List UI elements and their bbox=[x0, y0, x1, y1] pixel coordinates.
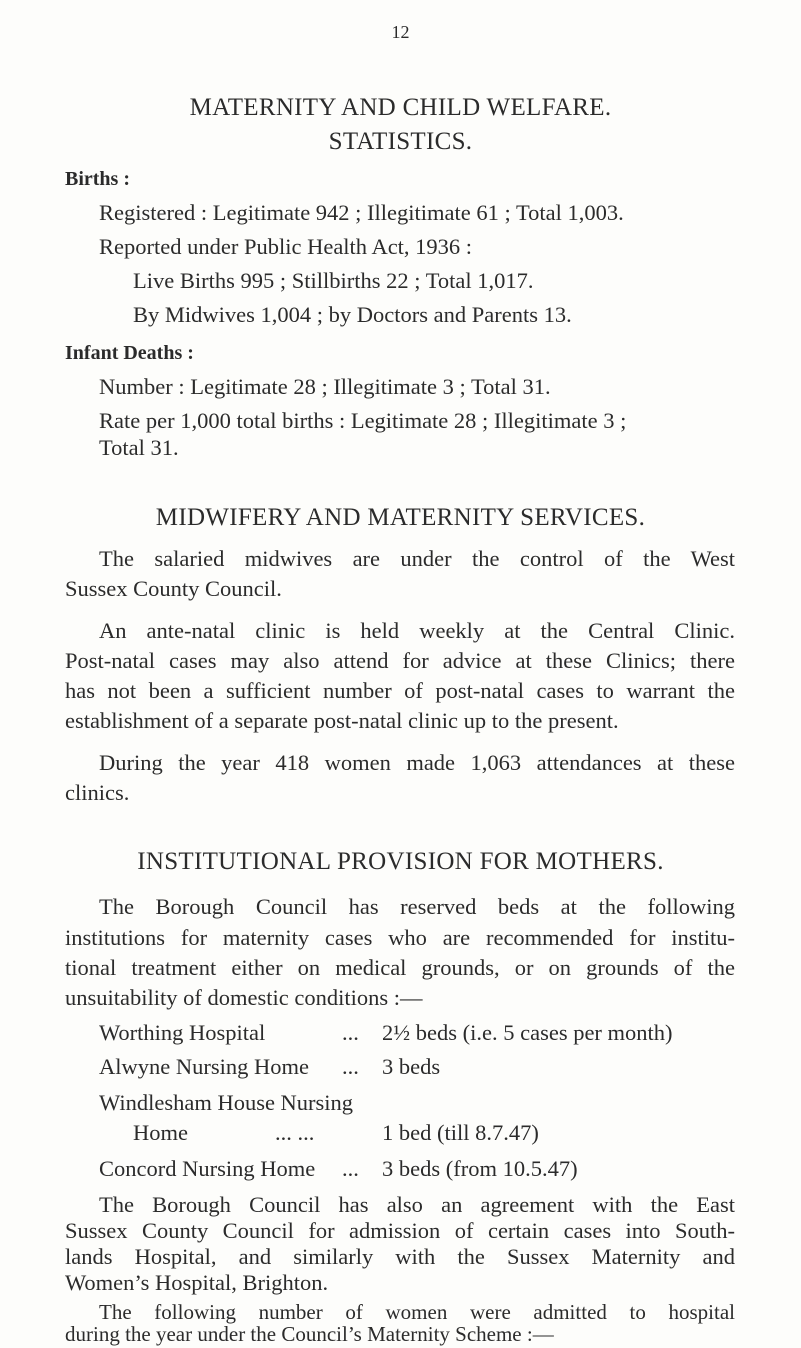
institutional-paragraph-1-line-2: institutions for maternity cases who are recommended for institu- bbox=[65, 925, 735, 950]
institution-dots: ... ... bbox=[275, 1120, 315, 1145]
section-title-midwifery: MIDWIFERY AND MATERNITY SERVICES. bbox=[155, 504, 646, 531]
page-number: 12 bbox=[391, 22, 410, 42]
institution-name: Alwyne Nursing Home bbox=[99, 1054, 309, 1079]
institutional-paragraph-2-end: Women’s Hospital, Brighton. bbox=[65, 1270, 329, 1295]
births-registered: Registered : Legitimate 942 ; Illegitimate 61 ; Total 1,003. bbox=[99, 200, 624, 225]
institution-beds: 1 bed (till 8.7.47) bbox=[382, 1120, 539, 1145]
midwifery-paragraph-2: An ante-natal clinic is held weekly at the Central Clinic. bbox=[99, 618, 735, 643]
institutional-paragraph-2-line-2: Sussex County Council for admission of certain cases into South- bbox=[65, 1218, 735, 1243]
midwifery-paragraph-2-end: establishment of a separate post-natal clinic up to the present. bbox=[65, 708, 619, 733]
infant-deaths-rate-total: Total 31. bbox=[99, 435, 179, 460]
section-subtitle-statistics: STATISTICS. bbox=[328, 128, 473, 155]
institution-dots: ... bbox=[342, 1156, 359, 1181]
institution-beds: 2½ beds (i.e. 5 cases per month) bbox=[382, 1020, 673, 1045]
institutional-paragraph-2-line-3: lands Hospital, and similarly with the Sussex Maternity and bbox=[65, 1244, 735, 1269]
institution-name: Concord Nursing Home bbox=[99, 1156, 316, 1181]
midwifery-paragraph-1-end: Sussex County Council. bbox=[65, 576, 282, 601]
institution-row bbox=[99, 1054, 739, 1084]
midwifery-paragraph-1: The salaried midwives are under the control of the West bbox=[99, 546, 735, 571]
institution-row bbox=[99, 1090, 739, 1152]
institution-dots: ... bbox=[342, 1054, 359, 1079]
institution-dots: ... bbox=[342, 1020, 359, 1045]
institution-name: Worthing Hospital bbox=[99, 1020, 266, 1045]
midwifery-paragraph-2-line-2: Post-natal cases may also attend for advice at these Clinics; there bbox=[65, 648, 735, 673]
institution-name-continued: Home bbox=[133, 1120, 188, 1145]
births-live: Live Births 995 ; Stillbirths 22 ; Total 1,017. bbox=[133, 268, 534, 293]
section-title-mcw: MATERNITY AND CHILD WELFARE. bbox=[189, 94, 612, 121]
infant-deaths-rate: Rate per 1,000 total births : Legitimate 28 ; Illegitimate 3 ; bbox=[99, 408, 627, 433]
institution-row bbox=[99, 1156, 739, 1186]
births-midwives: By Midwives 1,004 ; by Doctors and Parents 13. bbox=[133, 302, 572, 327]
births-heading: Births : bbox=[65, 168, 130, 190]
institutional-paragraph-3-end: during the year under the Council’s Maternity Scheme :— bbox=[65, 1322, 554, 1346]
midwifery-paragraph-2-line-3: has not been a sufficient number of post-natal cases to warrant the bbox=[65, 678, 735, 703]
institution-name: Windlesham House Nursing bbox=[99, 1090, 354, 1115]
institution-beds: 3 beds bbox=[382, 1054, 441, 1079]
infant-deaths-number: Number : Legitimate 28 ; Illegitimate 3 ; Total 31. bbox=[99, 374, 551, 399]
section-title-institutional: INSTITUTIONAL PROVISION FOR MOTHERS. bbox=[137, 848, 664, 875]
institution-beds: 3 beds (from 10.5.47) bbox=[382, 1156, 578, 1181]
midwifery-paragraph-3-end: clinics. bbox=[65, 780, 130, 805]
institutional-paragraph-1-end: unsuitability of domestic conditions :— bbox=[65, 985, 423, 1010]
midwifery-paragraph-3: During the year 418 women made 1,063 attendances at these bbox=[99, 750, 735, 775]
institutional-paragraph-2: The Borough Council has also an agreement with the East bbox=[99, 1192, 735, 1217]
institution-row bbox=[99, 1020, 739, 1050]
infant-deaths-heading: Infant Deaths : bbox=[65, 342, 194, 364]
births-reported: Reported under Public Health Act, 1936 : bbox=[99, 234, 473, 259]
institutional-paragraph-1-line-3: tional treatment either on medical grounds, or on grounds of the bbox=[65, 955, 735, 980]
institutional-paragraph-3: The following number of women were admitted to hospital bbox=[99, 1300, 735, 1324]
institutional-paragraph-1: The Borough Council has reserved beds at the following bbox=[99, 894, 735, 919]
